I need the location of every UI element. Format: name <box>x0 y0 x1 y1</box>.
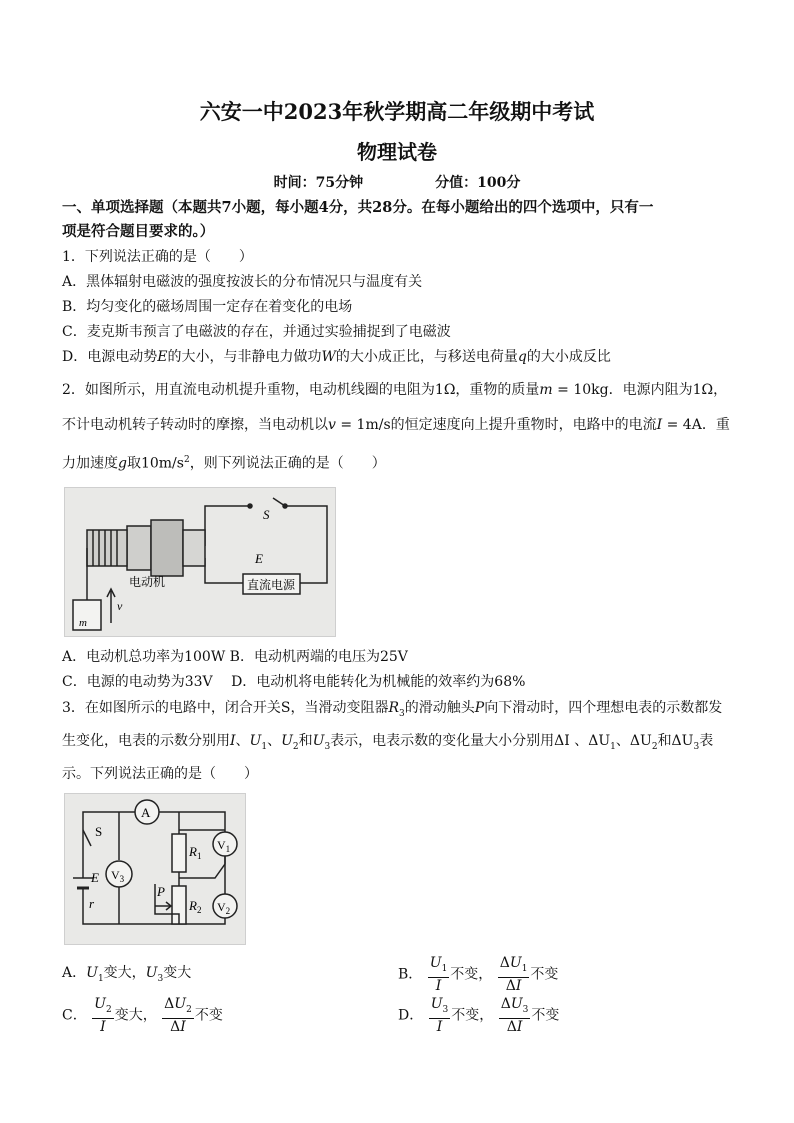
v2-label: $V_2$ <box>217 900 231 916</box>
section-heading: 一、单项选择题（本题共7小题，每小题4分，共28分。在每小题给出的四个选项中，只有一 <box>62 199 654 216</box>
q2-options-ab: A．电动机总功率为100W B．电动机两端的电压为25V <box>62 649 408 665</box>
section-heading-cont: 项是符合题目要求的。） <box>62 223 215 240</box>
q2-stem-line2: 不计电动机转子转动时的摩擦，当电动机以v = 1m/s的恒定速度向上提升重物时，电路中的电流I = 4A．重 <box>62 417 730 433</box>
meter-circuit-diagram <box>65 794 245 944</box>
exam-title: 六安一中2023年秋学期高二年级期中考试 <box>199 99 595 124</box>
switch-label-s: S <box>95 824 103 839</box>
q3-option-d: D． $\frac{U_3}{I}$ 不变， $\frac{\Delta U_3}{\Delta I}$ 不变 <box>398 996 560 1035</box>
motor-label: 电动机 <box>129 575 166 589</box>
q3-option-c: C． $\frac{U_2}{I}$ 变大， $\frac{\Delta U_2}{\Delta I}$ 不变 <box>62 996 223 1035</box>
time-limit: 时间：75分钟 <box>273 175 364 191</box>
q2-stem-line3: 力加速度g取$10m/s^2$，则下列说法正确的是（ ） <box>62 455 386 472</box>
q2-options-cd: C．电源的电动势为33V D．电动机将电能转化为机械能的效率约为68% <box>62 674 526 690</box>
emf-label: E <box>255 551 263 566</box>
q3-stem-line3: 示。下列说法正确的是（ ） <box>62 766 258 782</box>
velocity-label: v <box>117 599 123 613</box>
emf-label-e: E <box>91 870 99 885</box>
mass-label: m <box>79 617 87 629</box>
total-score: 分值：100分 <box>435 175 521 191</box>
r1-label: $R_1$ <box>189 844 202 861</box>
exam-meta <box>0 172 794 192</box>
switch-label: S <box>263 507 270 522</box>
q2-stem-line1: 2．如图所示，用直流电动机提升重物，电动机线圈的电阻为1Ω，重物的质量m = 10kg．电源内阻为1Ω， <box>62 382 728 398</box>
r2-label: $R_2$ <box>189 898 202 915</box>
q1-stem: 1．下列说法正确的是（ ） <box>62 249 253 265</box>
q3-option-b: B． $\frac{U_1}{I}$ 不变， $\frac{\Delta U_1}{\Delta I}$ 不变 <box>398 955 559 994</box>
q3-option-a: A．$U_1$变大，$U_3$变大 <box>62 965 192 984</box>
motor-circuit-diagram <box>65 488 335 636</box>
v1-label: $V_1$ <box>217 838 231 854</box>
q1-option-c: C．麦克斯韦预言了电磁波的存在，并通过实验捕捉到了电磁波 <box>62 324 451 340</box>
subject-title: 物理试卷 <box>357 140 437 164</box>
v3-label: $V_3$ <box>111 868 125 884</box>
dc-source-label: 直流电源 <box>247 578 296 592</box>
ammeter-label: A <box>141 805 151 820</box>
motor-circuit-figure <box>64 487 336 637</box>
q3-stem-line2: 生变化，电表的示数分别用I、$U_1$、$U_2$和$U_3$表示，电表示数的变化量大小分别用ΔI 、$\Delta U_1$、$\Delta U_2$和$\Delta U_3$表 <box>62 733 714 752</box>
slider-p-label: P <box>157 884 165 899</box>
q1-option-a: A．黑体辐射电磁波的强度按波长的分布情况只与温度有关 <box>62 274 423 290</box>
internal-resistance-label: r <box>89 896 95 911</box>
q3-stem-line1: 3．在如图所示的电路中，闭合开关S，当滑动变阻器$R_3$的滑动触头P向下滑动时，四个理想电表的示数都发 <box>62 700 723 719</box>
q1-option-b: B．均匀变化的磁场周围一定存在着变化的电场 <box>62 299 353 315</box>
meter-circuit-figure <box>64 793 246 945</box>
q1-option-d: D．电源电动势E的大小，与非静电力做功W的大小成正比，与移送电荷量q的大小成反比 <box>62 349 611 365</box>
